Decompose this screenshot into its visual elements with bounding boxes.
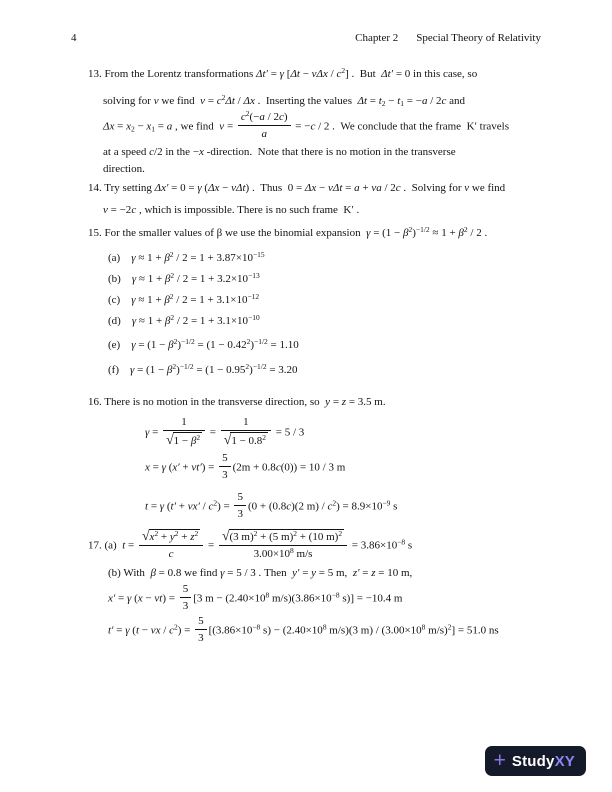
solution-eq-16-gamma: γ = $\frac{1}{√1 - \beta^2}$ = $\frac{1}{√1 - 0.8^2}$ = 5 / 3 <box>145 416 305 447</box>
solution-line-17-b: (b) With β = 0.8 we find γ = 5 / 3 . Then y′ = y = 5 m, z′ = z = 10 m, <box>108 567 413 579</box>
solution-line-15-1: 15. For the smaller values of β we use the binomial expansion $\gamma = (1 - \beta^2)^{-1/2} \approx 1 + \beta^2 / 2$ . <box>88 224 488 239</box>
solution-eq-17-xprime: x′ = γ (x − vt) = $\frac{5}{3}$ [3 $m - (2.40\times 10^8$ $m/s)(3.86\times 10^{-8}$ s)] = −10.4 m <box>108 583 403 612</box>
page-header <box>71 32 541 44</box>
chapter-title: Special Theory of Relativity <box>416 32 541 44</box>
solution-eq-16-x: x = γ (x′ + vt′) = $\frac{5}{3}$ (2m + 0.8c(0)) = 10 / 3 m <box>145 452 346 481</box>
studyxy-logo <box>485 746 586 776</box>
solutions-content <box>0 60 612 646</box>
solution-line-15-c: (c) $\gamma \approx 1 + \beta^2 / 2 = 1 + 3.1\times 10^{-12}$ <box>108 291 260 306</box>
logo-xy-label: XY <box>554 752 575 770</box>
solution-line-17-a: 17. (a) t = $\frac{√x^2 + y^2 + z^2}{c}$ = $\frac{√(3 m)^2 + (5 m)^2 + (10 m)^2}{3.00\times 10^8 m/s}$ = $3.86\times 10^{-8}$ s <box>88 528 413 560</box>
chapter-label: Chapter 2 <box>355 32 399 44</box>
solution-line-14-1: 14. Try setting Δx′ = 0 = γ (Δx − vΔt) . Thus 0 = Δx − vΔt = a + va / 2c . Solving for v we find <box>88 182 506 194</box>
solution-line-15-e: (e) $\gamma = (1 - \beta^2)^{-1/2} = (1 - 0.42^2)^{-1/2} = 1.10$ <box>108 336 299 351</box>
solution-line-13-4: at a speed c/2 in the −x -direction. Note that there is no motion in the transverse <box>103 146 456 158</box>
chapter-header <box>355 32 541 44</box>
solution-line-15-b: (b) $\gamma \approx 1 + \beta^2 / 2 = 1 + 3.2\times 10^{-13}$ <box>108 270 260 285</box>
solution-line-13-5: direction. <box>103 163 145 175</box>
solution-eq-16-t: t = γ $(t' + vx' / c^2)$ = $\frac{5}{3}$ (0 + (0.8c)(2 $m) / c^2) = 8.9\times 10^{-9}$ s <box>145 491 398 520</box>
solution-line-16-1: 16. There is no motion in the transverse direction, so y = z = 3.5 m. <box>88 396 386 408</box>
solution-line-15-d: (d) $\gamma \approx 1 + \beta^2 / 2 = 1 + 3.1\times 10^{-10}$ <box>108 312 260 327</box>
logo-text <box>512 753 575 770</box>
solution-line-15-f: (f) $\gamma = (1 - \beta^2)^{-1/2} = (1 - 0.95^2)^{-1/2} = 3.20$ <box>108 361 298 376</box>
solution-line-13-3: $\Delta x = x_2 - x_1 = a$ , we find v = $\frac{c^2(-a / 2c)}{a}$ = −c / 2 . We conclude that the frame K′ travels <box>103 108 509 140</box>
plus-icon: + <box>493 748 506 772</box>
solution-line-14-2: v = −2c , which is impossible. There is no such frame K′ . <box>103 204 360 216</box>
logo-study-label: Study <box>511 752 555 770</box>
solution-line-13-2: solving for v we find $v = c^2\Delta t / \Delta x$ . Inserting the values $\Delta t = t_2 - t_1 = -a / 2c$ and <box>103 92 466 108</box>
page-number: 4 <box>71 32 77 44</box>
solution-line-15-a: (a) $\gamma \approx 1 + \beta^2 / 2 = 1 + 3.87\times 10^{-15}$ <box>108 249 265 264</box>
solution-line-13-1: 13. From the Lorentz transformations Δt′ = γ $[\Delta t - v\Delta x / c^2]$ . But Δt′ = 0 in this case, so <box>88 65 478 80</box>
solution-eq-17-tprime: t′ = γ (t − vx / $c^2$) = $\frac{5}{3}$ [($3.86\times 10^{-8}$ $s) - (2.40\times 10^8$ m/s)(3 $m) / (3.00\times 10^8$ m/s)$^2$] = 51.0 ns <box>108 615 499 644</box>
